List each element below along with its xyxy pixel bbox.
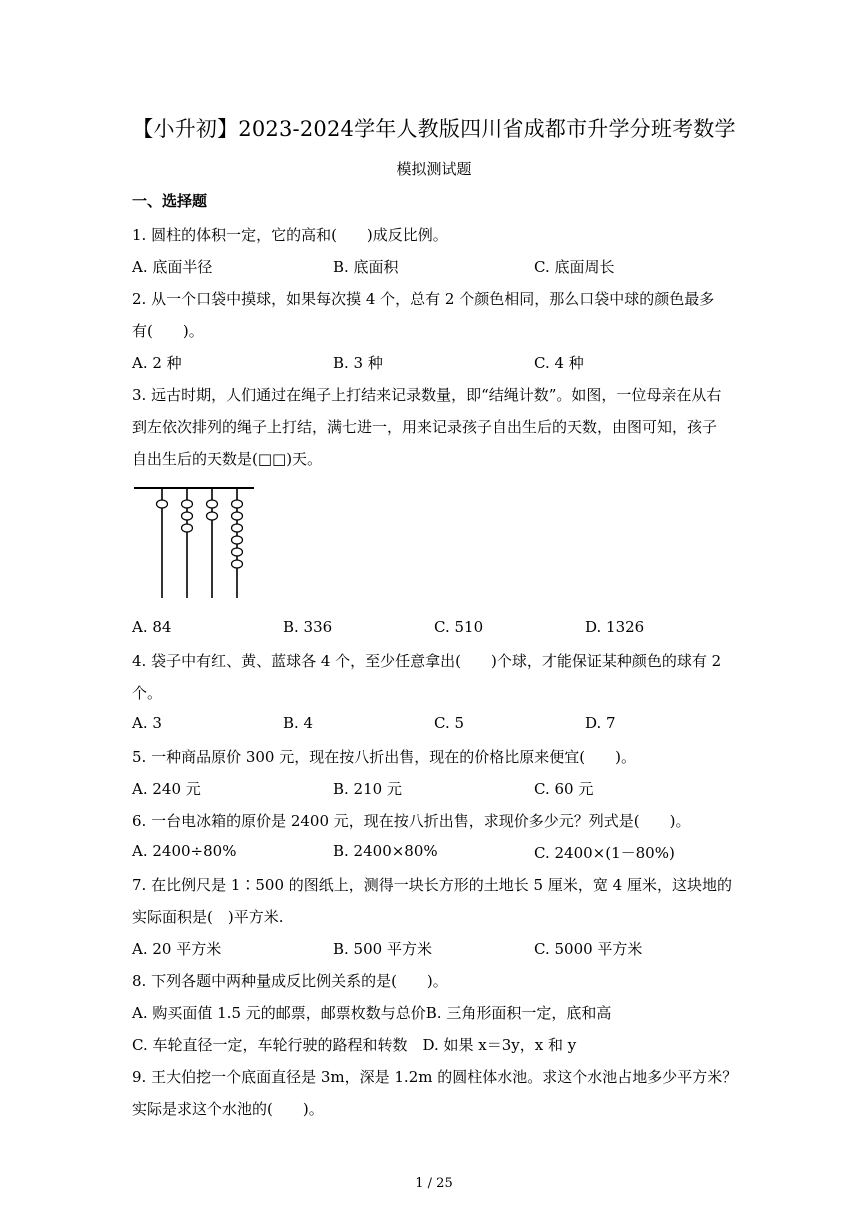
question-3-option-a: A. 84 xyxy=(132,618,172,636)
knot xyxy=(207,500,218,508)
knot xyxy=(232,548,243,556)
question-7-option-b: B. 500 平方米 xyxy=(333,940,432,958)
question-6-option-b: B. 2400×80% xyxy=(333,842,438,860)
question-6-option-a: A. 2400÷80% xyxy=(132,842,237,860)
question-7-line-1: 7. 在比例尺是 1∶500 的图纸上，测得一块长方形的土地长 5 厘米，宽 4 厘米，这块地的 xyxy=(132,876,732,894)
question-1-option-c: C. 底面周长 xyxy=(534,258,615,276)
knot xyxy=(232,560,243,568)
question-8-line-1: 8. 下列各题中两种量成反比例关系的是( )。 xyxy=(132,972,448,990)
question-8-line-3: C. 车轮直径一定，车轮行驶的路程和转数 D. 如果 x＝3y，x 和 y xyxy=(132,1036,577,1054)
question-1-option-b: B. 底面积 xyxy=(333,258,399,276)
knot-counting-figure xyxy=(130,482,260,600)
question-8-line-2: A. 购买面值 1.5 元的邮票，邮票枚数与总价B. 三角形面积一定，底和高 xyxy=(132,1004,612,1022)
question-3-line-3: 自出生后的天数是(□□)天。 xyxy=(132,450,323,468)
knot xyxy=(232,500,243,508)
question-3-line-2: 到左依次排列的绳子上打结，满七进一，用来记录孩子自出生后的天数，由图可知，孩子 xyxy=(132,418,718,436)
question-4-line-1: 4. 袋子中有红、黄、蓝球各 4 个，至少任意拿出( )个球，才能保证某种颜色的球有 2 xyxy=(132,652,722,670)
section-heading: 一、选择题 xyxy=(132,192,208,210)
question-2-option-a: A. 2 种 xyxy=(132,354,182,372)
question-5-option-c: C. 60 元 xyxy=(534,780,594,798)
knot xyxy=(157,500,168,508)
knot xyxy=(182,524,193,532)
knot xyxy=(182,512,193,520)
question-1-option-a: A. 底面半径 xyxy=(132,258,213,276)
page-number: 1 / 25 xyxy=(415,1176,453,1191)
knot xyxy=(232,524,243,532)
question-9-line-1: 9. 王大伯挖一个底面直径是 3m，深是 1.2m 的圆柱体水池。求这个水池占地多少平方米？ xyxy=(132,1068,738,1086)
question-7-line-2: 实际面积是( )平方米. xyxy=(132,908,284,926)
question-1-line-1: 1. 圆柱的体积一定，它的高和( )成反比例。 xyxy=(132,226,448,244)
question-4-line-2: 个。 xyxy=(132,684,163,702)
document-title: 【小升初】2023-2024学年人教版四川省成都市升学分班考数学 xyxy=(132,117,736,141)
question-4-option-d: D. 7 xyxy=(585,714,616,732)
question-2-option-c: C. 4 种 xyxy=(534,354,584,372)
question-6-line-1: 6. 一台电冰箱的原价是 2400 元，现在按八折出售，求现价多少元？列式是( )。 xyxy=(132,812,691,830)
question-3-option-c: C. 510 xyxy=(434,618,484,636)
question-3-option-b: B. 336 xyxy=(283,618,333,636)
question-2-line-2: 有( )。 xyxy=(132,322,204,340)
question-5-option-b: B. 210 元 xyxy=(333,780,402,798)
question-7-option-c: C. 5000 平方米 xyxy=(534,940,643,958)
document-subtitle: 模拟测试题 xyxy=(396,160,472,178)
question-9-line-2: 实际是求这个水池的( )。 xyxy=(132,1100,324,1118)
question-5-line-1: 5. 一种商品原价 300 元，现在按八折出售，现在的价格比原来便宜( )。 xyxy=(132,748,636,766)
knot xyxy=(232,512,243,520)
question-7-option-a: A. 20 平方米 xyxy=(132,940,222,958)
question-4-option-b: B. 4 xyxy=(283,714,314,732)
question-3-line-1: 3. 远古时期，人们通过在绳子上打结来记录数量，即“结绳计数”。如图，一位母亲在从右 xyxy=(132,386,722,404)
question-2-option-b: B. 3 种 xyxy=(333,354,383,372)
knot xyxy=(182,500,193,508)
question-5-option-a: A. 240 元 xyxy=(132,780,201,798)
question-6-option-c: C. 2400×(1－80%) xyxy=(534,844,675,862)
question-3-option-d: D. 1326 xyxy=(585,618,645,636)
question-4-option-c: C. 5 xyxy=(434,714,465,732)
question-4-option-a: A. 3 xyxy=(132,714,162,732)
knot xyxy=(232,536,243,544)
knot xyxy=(207,512,218,520)
question-2-line-1: 2. 从一个口袋中摸球，如果每次摸 4 个，总有 2 个颜色相同，那么口袋中球的颜色最多 xyxy=(132,290,715,308)
